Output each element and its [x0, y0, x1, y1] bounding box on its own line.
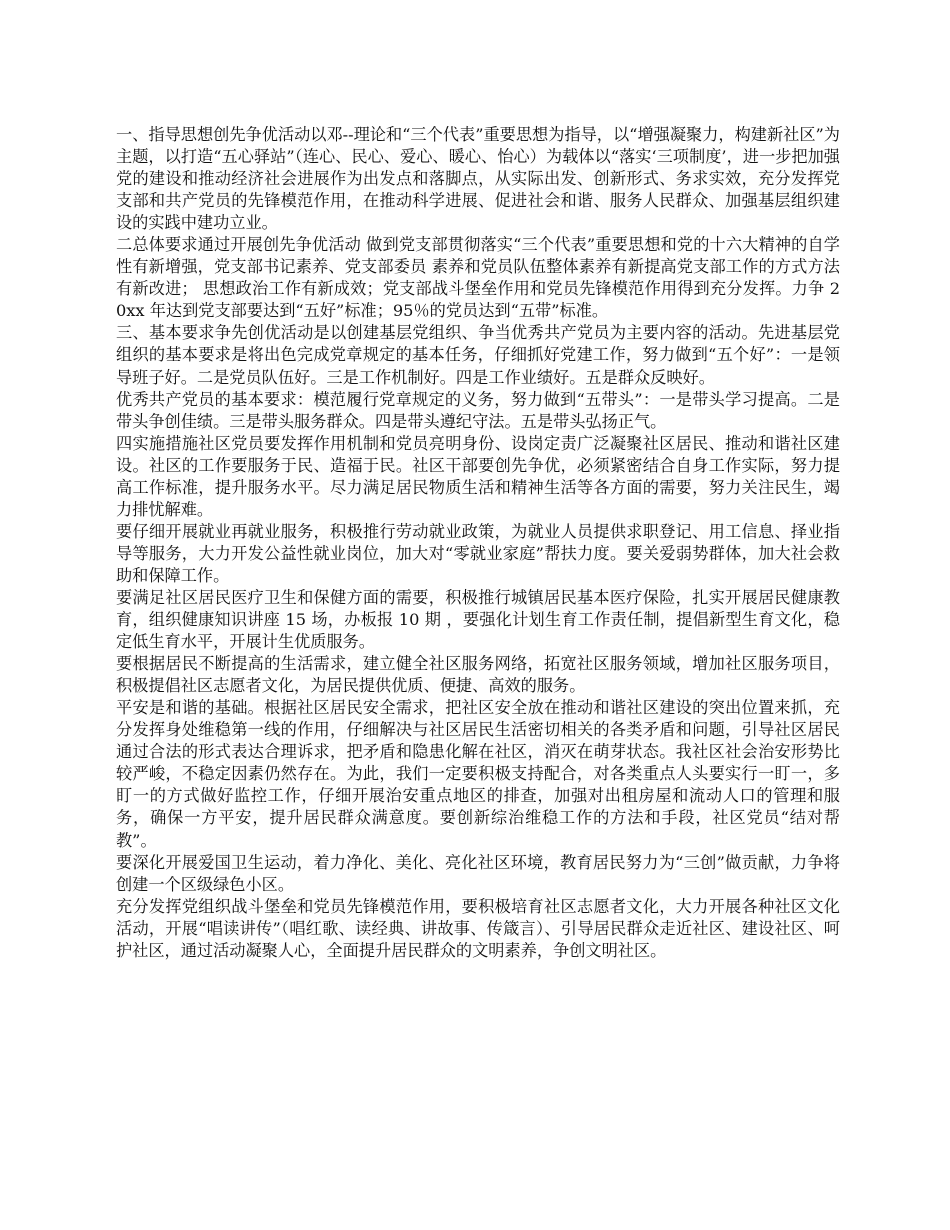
- paragraph-overall-requirements: 二总体要求通过开展创先争优活动 做到党支部贯彻落实“三个代表”重要思想和党的十六大精神的自学性有新增强，党支部书记素养、党支部委员 素养和党员队伍整体素养有新提高党支部工作的方式方法有新改进； 思想政治工作有新成效；党支部战斗堡垒作用和党员先锋模范作用得到充分发挥。力争 20xx 年达到党支部要达到“五好”标准；95％的党员达到“五带”标准。: [116, 235, 840, 321]
- paragraph-community-services: 要根据居民不断提高的生活需求，建立健全社区服务网络，拓宽社区服务领域，增加社区服务项目，积极提倡社区志愿者文化，为居民提供优质、便捷、高效的服务。: [116, 654, 840, 696]
- paragraph-party-member-requirements: 优秀共产党员的基本要求：模范履行党章规定的义务，努力做到“五带头”：一是带头学习提高。二是带头争创佳绩。三是带头服务群众。四是带头遵纪守法。五是带头弘扬正气。: [116, 389, 840, 431]
- document-body: [116, 124, 840, 962]
- paragraph-public-safety: 平安是和谐的基础。根据社区居民安全需求，把社区安全放在推动和谐社区建设的突出位置来抓，充分发挥身处维稳第一线的作用，仔细解决与社区居民生活密切相关的各类矛盾和问题，引导社区居民通过合法的形式表达合理诉求，把矛盾和隐患化解在社区，消灭在萌芽状态。我社区社会治安形势比较严峻，不稳定因素仍然存在。为此，我们一定要积极支持配合，对各类重点人头要实行一盯一，多盯一的方式做好监控工作，仔细开展治安重点地区的排查，加强对出租房屋和流动人口的管理和服务，确保一方平安，提升居民群众满意度。要创新综治维稳工作的方法和手段，社区党员“结对帮教”。: [116, 698, 840, 850]
- paragraph-employment-services: 要仔细开展就业再就业服务，积极推行劳动就业政策，为就业人员提供求职登记、用工信息、择业指导等服务，大力开发公益性就业岗位，加大对“零就业家庭”帮扶力度。要关爱弱势群体，加大社会救助和保障工作。: [116, 521, 840, 585]
- paragraph-community-culture: 充分发挥党组织战斗堡垒和党员先锋模范作用，要积极培育社区志愿者文化，大力开展各种社区文化活动，开展“唱读讲传”（唱红歌、读经典、讲故事、传箴言）、引导居民群众走近社区、建设社区、呵护社区，通过活动凝聚人心，全面提升居民群众的文明素养，争创文明社区。: [116, 896, 840, 960]
- paragraph-sanitation-campaign: 要深化开展爱国卫生运动，着力净化、美化、亮化社区环境，教育居民努力为“三创”做贡献，力争将创建一个区级绿色小区。: [116, 852, 840, 894]
- paragraph-basic-requirements: 三、基本要求争先创优活动是以创建基层党组织、争当优秀共产党员为主要内容的活动。先进基层党组织的基本要求是将出色完成党章规定的基本任务，仔细抓好党建工作，努力做到“五个好”：一是领导班子好。二是党员队伍好。三是工作机制好。四是工作业绩好。五是群众反映好。: [116, 323, 840, 387]
- paragraph-health-services: 要满足社区居民医疗卫生和保健方面的需要，积极推行城镇居民基本医疗保险，扎实开展居民健康教育，组织健康知识讲座 15 场，办板报 10 期 ，要强化计划生育工作责任制，提倡新型生育文化，稳定低生育水平，开展计生优质服务。: [116, 587, 840, 652]
- paragraph-implementation-measures: 四实施措施社区党员要发挥作用机制和党员亮明身份、设岗定责广泛凝聚社区居民、推动和谐社区建设。社区的工作要服务于民、造福于民。社区干部要创先争优，必须紧密结合自身工作实际，努力提高工作标准，提升服务水平。尽力满足居民物质生活和精神生活等各方面的需要，努力关注民生，竭力排忧解难。: [116, 433, 840, 519]
- paragraph-guiding-ideology: 一、指导思想创先争优活动以邓--理论和“三个代表”重要思想为指导，以“增强凝聚力，构建新社区”为主题，以打造“五心驿站”（连心、民心、爱心、暖心、怡心）为载体以“落实‘三项制度’，进一步把加强党的建设和推动经济社会进展作为出发点和落脚点，从实际出发、创新形式、务求实效，充分发挥党支部和共产党员的先锋模范作用，在推动科学进展、促进社会和谐、服务人民群众、加强基层组织建设的实践中建功立业。: [116, 125, 840, 233]
